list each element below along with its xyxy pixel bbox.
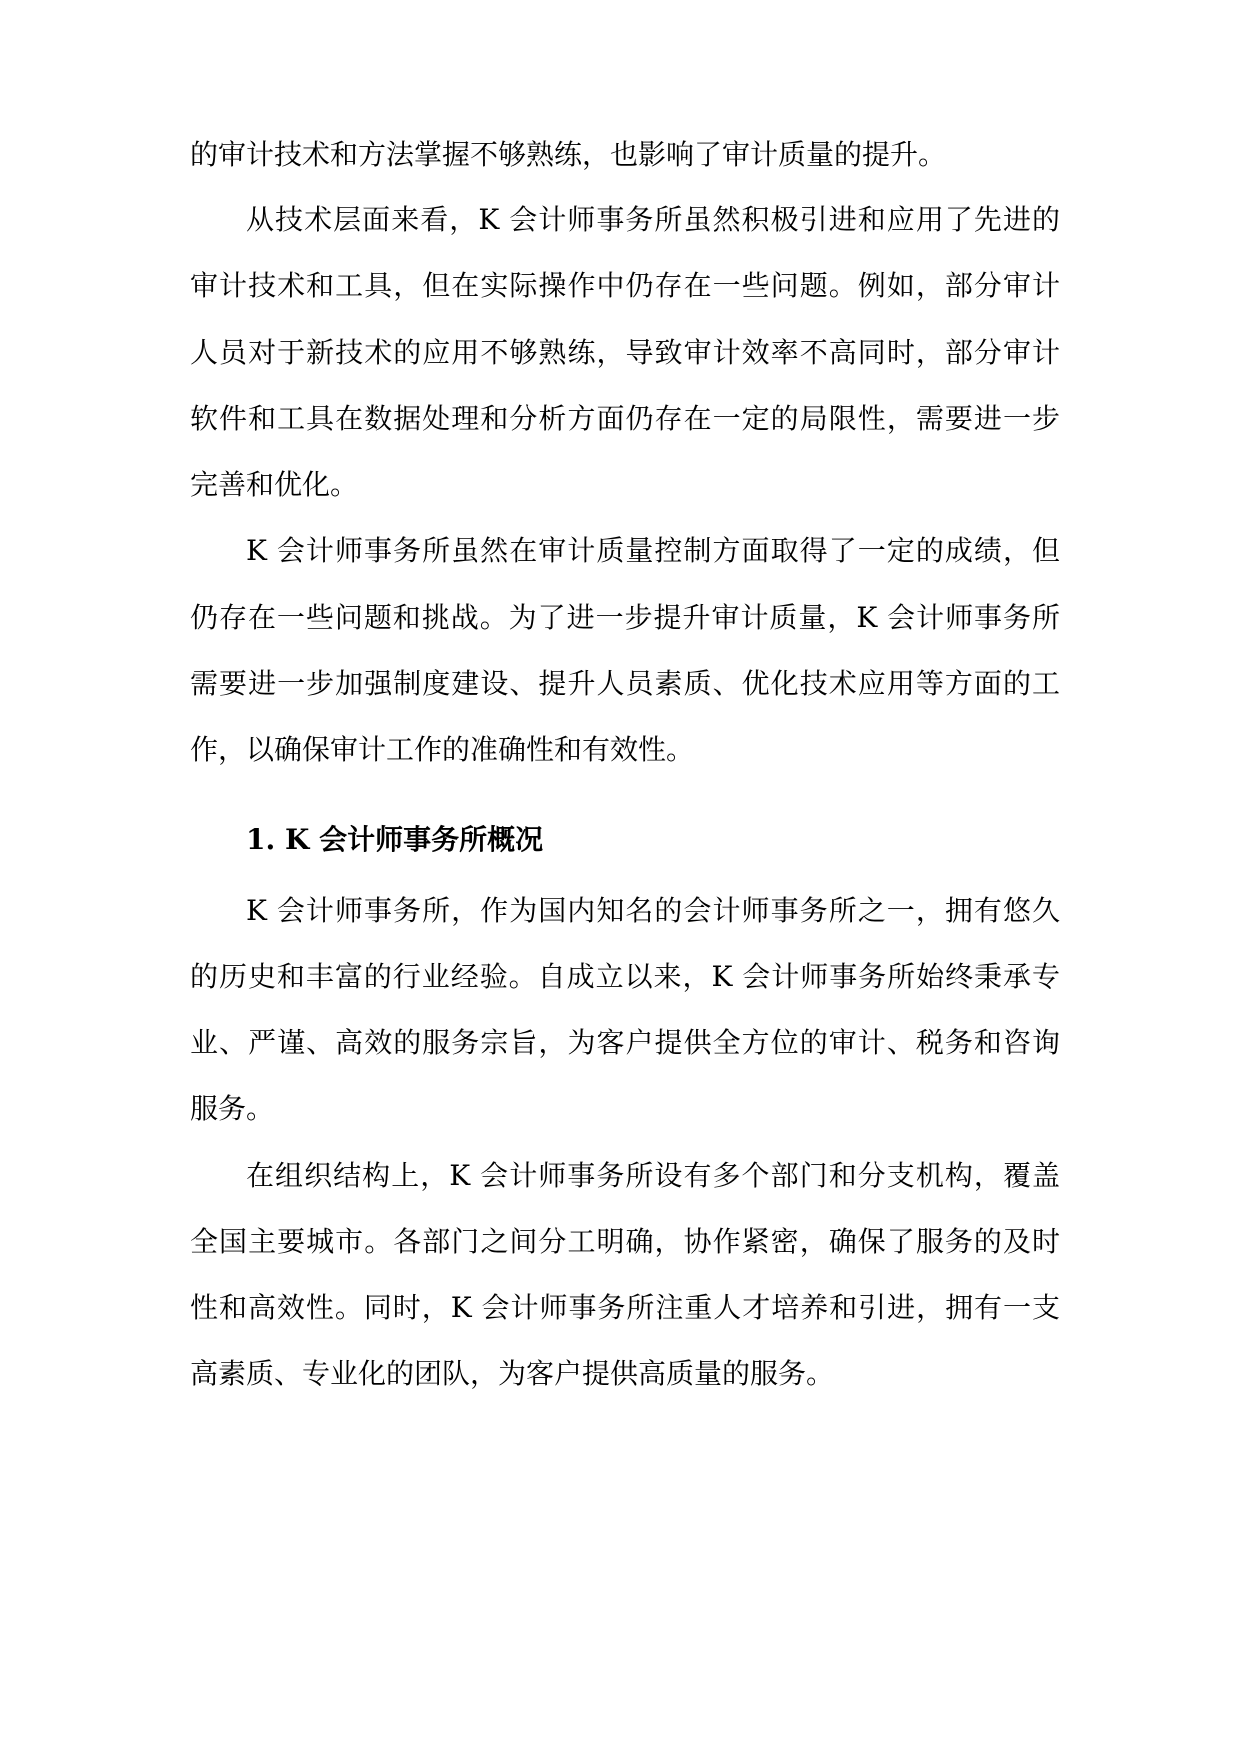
paragraph-line: 在组织结构上，K 会计师事务所设有多个部门和分支机构，覆盖 [246,1159,1060,1192]
paragraph-line: 从技术层面来看，K 会计师事务所虽然积极引进和应用了先进的 [246,203,1060,236]
paragraph-line: 仍存在一些问题和挑战。为了进一步提升审计质量，K 会计师事务所 [190,601,1060,634]
paragraph-line: 需要进一步加强制度建设、提升人员素质、优化技术应用等方面的工 [190,667,1060,700]
paragraph-line: 人员对于新技术的应用不够熟练，导致审计效率不高同时，部分审计 [190,336,1060,369]
paragraph-line: 性和高效性。同时，K 会计师事务所注重人才培养和引进，拥有一支 [190,1291,1060,1324]
paragraph-line: 全国主要城市。各部门之间分工明确，协作紧密，确保了服务的及时 [190,1225,1060,1258]
paragraph-line: K 会计师事务所，作为国内知名的会计师事务所之一，拥有悠久 [246,894,1060,927]
paragraph-line: 审计技术和工具，但在实际操作中仍存在一些问题。例如，部分审计 [190,269,1060,302]
paragraph-line: 软件和工具在数据处理和分析方面仍存在一定的局限性，需要进一步 [190,402,1060,435]
paragraph-line: 高素质、专业化的团队，为客户提供高质量的服务。 [190,1357,835,1390]
paragraph-line: 作，以确保审计工作的准确性和有效性。 [190,733,695,766]
paragraph-line: 完善和优化。 [190,468,359,501]
paragraph-line: 业、严谨、高效的服务宗旨，为客户提供全方位的审计、税务和咨询 [190,1026,1060,1059]
paragraph-line: K 会计师事务所虽然在审计质量控制方面取得了一定的成绩，但 [246,534,1060,567]
paragraph-line: 的历史和丰富的行业经验。自成立以来，K 会计师事务所始终秉承专 [190,960,1060,993]
section-heading: 1. K 会计师事务所概况 [246,823,544,856]
paragraph-line: 服务。 [190,1092,275,1125]
paragraph-line: 的审计技术和方法掌握不够熟练，也影响了审计质量的提升。 [190,138,947,171]
